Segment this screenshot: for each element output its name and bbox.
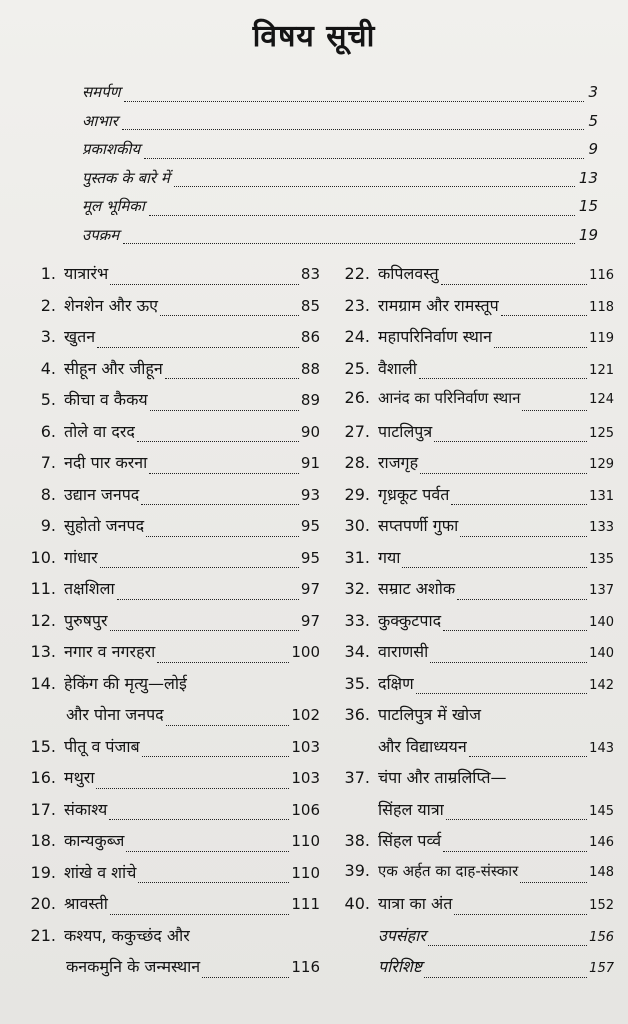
leader-dots <box>97 347 299 348</box>
chapter-entry <box>30 451 320 483</box>
leader-dots <box>137 441 299 442</box>
chapter-title: तोले वा दरद <box>64 421 135 441</box>
chapter-entry <box>342 766 614 829</box>
chapter-title: महापरिनिर्वाण स्थान <box>378 327 492 346</box>
chapter-entry <box>342 262 614 294</box>
front-matter-label: समर्पण <box>82 83 121 101</box>
chapter-entry <box>342 483 614 515</box>
leader-dots <box>522 410 587 411</box>
chapter-entry <box>30 262 320 294</box>
chapter-number: 39. <box>344 860 370 880</box>
leader-dots <box>520 882 587 883</box>
chapter-title: सुहोतो जनपद <box>64 516 145 535</box>
leader-dots <box>165 378 299 379</box>
chapter-entry <box>342 357 614 389</box>
chapter-page: 83 <box>300 265 320 283</box>
chapter-title: वैशाली <box>378 358 417 378</box>
chapter-number: 6. <box>40 421 56 441</box>
chapter-title: तक्षशिला <box>64 579 115 598</box>
chapter-number: 2. <box>40 295 56 315</box>
chapter-title: शांखे व शांचे <box>64 862 137 882</box>
chapter-page: 131 <box>589 488 614 504</box>
chapter-entry <box>30 924 320 987</box>
chapter-title: यात्रा का अंत <box>378 894 453 913</box>
chapter-entry <box>342 609 614 641</box>
chapter-page: 103 <box>291 769 320 787</box>
chapter-title-continued: और पोना जनपद <box>66 705 164 724</box>
leader-dots <box>149 215 575 216</box>
front-matter-item <box>82 225 598 254</box>
front-matter-list <box>82 82 598 253</box>
chapter-entry <box>30 861 320 893</box>
leader-dots <box>146 536 299 537</box>
chapter-entry <box>30 514 320 546</box>
leader-dots <box>96 788 289 789</box>
chapter-entry <box>342 514 614 546</box>
chapter-title: सिंहल पर्व्व <box>378 831 442 850</box>
chapter-entry <box>342 829 614 861</box>
chapter-title: रामग्राम और रामस्तूप <box>378 295 499 315</box>
front-matter-page: 15 <box>578 197 598 215</box>
chapter-list-right <box>342 262 614 987</box>
chapter-page: 143 <box>589 740 614 756</box>
chapter-entry <box>30 357 320 389</box>
chapter-number: 18. <box>30 831 56 850</box>
chapter-title: पीतू व पंजाब <box>64 736 140 756</box>
chapter-entry <box>30 798 320 830</box>
chapter-page: 121 <box>589 362 614 378</box>
chapter-entry <box>30 609 320 641</box>
leader-dots <box>494 347 587 348</box>
chapter-title: राजगृह <box>378 453 419 472</box>
back-matter-label: उपसंहार <box>378 925 426 945</box>
chapter-page: 140 <box>589 614 614 630</box>
chapter-entry <box>342 861 614 893</box>
chapter-page: 119 <box>589 331 614 346</box>
chapter-page: 135 <box>589 551 614 567</box>
chapter-title: आनंद का परिनिर्वाण स्थान <box>378 389 521 407</box>
chapter-entry <box>342 672 614 704</box>
chapter-entry <box>30 577 320 609</box>
leader-dots <box>126 851 289 852</box>
chapter-title: वाराणसी <box>378 642 429 661</box>
chapter-title: संकाश्य <box>64 799 108 819</box>
chapter-page: 137 <box>589 583 614 598</box>
chapter-number: 23. <box>344 295 370 315</box>
chapter-page: 90 <box>300 422 320 441</box>
chapter-entry <box>342 703 614 766</box>
chapter-page: 103 <box>291 737 320 756</box>
leader-dots <box>138 882 289 883</box>
leader-dots <box>420 473 587 474</box>
chapter-title-continued: सिंहल यात्रा <box>378 799 444 819</box>
front-matter-label: मूल भूमिका <box>82 197 145 215</box>
chapter-title: सप्तपर्णी गुफा <box>378 516 459 535</box>
leader-dots <box>160 315 299 316</box>
front-matter-label: पुस्तक के बारे में <box>82 168 170 187</box>
leader-dots <box>123 243 575 244</box>
chapter-number: 35. <box>344 673 370 693</box>
chapter-entry <box>342 325 614 357</box>
chapter-list-left <box>30 262 320 987</box>
chapter-entry <box>30 766 320 798</box>
chapter-number: 27. <box>344 421 370 441</box>
chapter-title: श्रावस्ती <box>64 894 108 913</box>
leader-dots <box>202 977 289 978</box>
chapter-number: 37. <box>344 768 370 787</box>
chapter-title-continued: और विद्याध्ययन <box>378 736 467 756</box>
back-matter-page: 157 <box>589 961 614 976</box>
chapter-page: 110 <box>291 863 320 882</box>
chapter-title: कुक्कुटपाद <box>378 610 442 630</box>
leader-dots <box>117 599 299 600</box>
chapter-title: सीहून और जीहून <box>64 358 163 378</box>
chapter-title: नगार व नगरहरा <box>64 642 156 661</box>
chapter-number: 26. <box>344 388 370 407</box>
front-matter-page: 19 <box>578 225 598 244</box>
chapter-title: यात्रारंभ <box>64 264 109 283</box>
chapter-title: कान्यकुब्ज <box>64 831 125 850</box>
chapter-page: 142 <box>589 677 614 693</box>
chapter-entry <box>342 546 614 578</box>
front-matter-label: उपक्रम <box>82 225 120 244</box>
chapter-number: 15. <box>30 736 56 756</box>
chapter-page: 97 <box>300 580 320 598</box>
chapter-page: 95 <box>300 517 320 535</box>
chapter-number: 4. <box>40 358 56 378</box>
chapter-title: उद्यान जनपद <box>64 484 140 504</box>
chapter-title: पाटलिपुत्र में खोज <box>378 705 482 724</box>
chapter-number: 5. <box>40 390 56 409</box>
chapter-page: 146 <box>589 835 614 850</box>
leader-dots <box>110 284 299 285</box>
leader-dots <box>110 914 290 915</box>
chapter-entry <box>30 483 320 515</box>
chapter-entry <box>342 451 614 483</box>
leader-dots <box>443 630 587 631</box>
chapter-page: 102 <box>291 706 320 724</box>
chapter-entry <box>342 294 614 326</box>
front-matter-item <box>82 82 598 111</box>
leader-dots <box>443 851 587 852</box>
chapter-title: कीचा व कैकय <box>64 390 148 409</box>
chapter-entry <box>342 640 614 672</box>
chapter-entry <box>30 892 320 924</box>
back-matter-label: परिशिष्ट <box>378 957 423 976</box>
chapter-number: 10. <box>30 547 56 567</box>
chapter-page: 100 <box>291 643 320 661</box>
chapter-page: 129 <box>589 457 614 472</box>
leader-dots <box>402 567 587 568</box>
leader-dots <box>144 158 584 159</box>
chapter-page: 91 <box>300 454 320 472</box>
chapter-number: 28. <box>344 453 370 472</box>
leader-dots <box>122 129 585 130</box>
chapter-page: 125 <box>589 425 614 441</box>
leader-dots <box>416 693 587 694</box>
leader-dots <box>142 756 290 757</box>
leader-dots <box>419 378 587 379</box>
back-matter-item <box>342 955 614 987</box>
chapter-title: शेनशेन और ऊए <box>64 295 159 315</box>
leader-dots <box>141 504 299 505</box>
leader-dots <box>124 101 584 102</box>
chapter-title: पुरुषपुर <box>64 610 108 630</box>
chapter-page: 124 <box>589 392 614 407</box>
chapter-number: 7. <box>40 453 56 472</box>
chapter-number: 14. <box>30 673 56 693</box>
chapter-number: 21. <box>30 925 56 945</box>
front-matter-item <box>82 139 598 168</box>
chapter-page: 133 <box>589 520 614 535</box>
leader-dots <box>428 945 587 946</box>
leader-dots <box>157 662 289 663</box>
chapter-number: 17. <box>30 799 56 819</box>
chapter-title: गांधार <box>64 547 98 567</box>
leader-dots <box>460 536 587 537</box>
chapter-page: 116 <box>589 268 614 283</box>
chapter-page: 88 <box>300 359 320 378</box>
front-matter-item <box>82 168 598 197</box>
front-matter-page: 13 <box>578 168 598 187</box>
chapter-page: 85 <box>300 296 320 315</box>
chapter-entry <box>342 420 614 452</box>
leader-dots <box>174 186 575 187</box>
leader-dots <box>457 599 587 600</box>
chapter-number: 22. <box>344 264 370 283</box>
chapter-title: नदी पार करना <box>64 453 148 472</box>
leader-dots <box>149 473 299 474</box>
chapter-entry <box>30 829 320 861</box>
chapter-number: 20. <box>30 894 56 913</box>
chapter-page: 95 <box>300 548 320 567</box>
chapter-page: 93 <box>300 485 320 504</box>
chapter-number: 33. <box>344 610 370 630</box>
leader-dots <box>451 504 587 505</box>
leader-dots <box>150 410 299 411</box>
chapter-number: 31. <box>344 547 370 567</box>
chapter-title: दक्षिण <box>378 673 414 693</box>
chapter-number: 8. <box>40 484 56 504</box>
chapter-title: चंपा और ताम्रलिप्ति— <box>378 768 507 787</box>
chapter-page: 97 <box>300 611 320 630</box>
chapter-number: 3. <box>40 327 56 346</box>
chapter-title: सम्राट अशोक <box>378 579 456 598</box>
leader-dots <box>441 284 588 285</box>
chapter-number: 36. <box>344 705 370 724</box>
chapter-page: 118 <box>589 299 614 315</box>
leader-dots <box>469 756 587 757</box>
front-matter-label: प्रकाशकीय <box>82 140 141 158</box>
front-matter-item <box>82 196 598 225</box>
leader-dots <box>446 819 587 820</box>
chapter-title: गृध्रकूट पर्वत <box>378 484 450 504</box>
chapter-page: 89 <box>300 391 320 409</box>
chapter-number: 29. <box>344 484 370 504</box>
back-matter-page: 156 <box>589 929 614 945</box>
leader-dots <box>100 567 299 568</box>
chapter-title: मथुरा <box>64 768 95 787</box>
chapter-page: 86 <box>300 328 320 346</box>
chapter-entry <box>30 735 320 767</box>
chapter-number: 24. <box>344 327 370 346</box>
front-matter-item <box>82 111 598 140</box>
leader-dots <box>110 630 299 631</box>
back-matter-item <box>342 924 614 956</box>
chapter-page: 116 <box>291 958 320 976</box>
chapter-entry <box>30 640 320 672</box>
chapter-page: 106 <box>291 800 320 819</box>
chapter-title-continued: कनकमुनि के जन्मस्थान <box>66 957 201 976</box>
front-matter-page: 3 <box>588 83 598 101</box>
chapter-title: खुतन <box>64 327 96 346</box>
chapter-number: 32. <box>344 579 370 598</box>
front-matter-label: आभार <box>82 111 118 130</box>
chapter-number: 16. <box>30 768 56 787</box>
chapter-number: 12. <box>30 610 56 630</box>
front-matter-page: 5 <box>588 111 598 130</box>
chapter-page: 152 <box>589 898 614 913</box>
page-title: विषय सूची <box>252 19 376 54</box>
chapter-entry <box>30 388 320 420</box>
chapter-number: 1. <box>40 264 56 283</box>
chapter-page: 110 <box>291 832 320 850</box>
chapter-number: 30. <box>344 516 370 535</box>
chapter-title: कपिलवस्तु <box>378 264 439 283</box>
chapter-number: 38. <box>344 831 370 850</box>
chapter-entry <box>342 577 614 609</box>
chapter-page: 111 <box>291 895 320 913</box>
chapter-title: कश्यप, ककुच्छंद और <box>64 925 190 945</box>
chapter-entry <box>30 546 320 578</box>
chapter-title: हेकिंग की मृत्यु—लोई <box>64 673 187 693</box>
leader-dots <box>424 977 587 978</box>
chapter-page: 145 <box>589 803 614 819</box>
chapter-entry <box>30 420 320 452</box>
leader-dots <box>430 662 587 663</box>
chapter-number: 40. <box>344 894 370 913</box>
chapter-number: 13. <box>30 642 56 661</box>
chapter-entry <box>342 892 614 924</box>
leader-dots <box>454 914 587 915</box>
leader-dots <box>434 441 587 442</box>
chapter-title: पाटलिपुत्र <box>378 421 433 441</box>
chapter-number: 25. <box>344 358 370 378</box>
chapter-entry <box>342 388 614 420</box>
chapter-page: 148 <box>589 864 614 880</box>
front-matter-page: 9 <box>588 140 598 158</box>
chapter-entry <box>30 294 320 326</box>
chapter-number: 19. <box>30 862 56 882</box>
chapter-number: 11. <box>30 579 56 598</box>
leader-dots <box>501 315 587 316</box>
chapter-entry <box>30 672 320 735</box>
chapter-title: एक अर्हत का दाह-संस्कार <box>378 861 519 880</box>
chapter-number: 9. <box>40 516 56 535</box>
leader-dots <box>166 725 290 726</box>
leader-dots <box>109 819 289 820</box>
chapter-number: 34. <box>344 642 370 661</box>
chapter-entry <box>30 325 320 357</box>
chapter-page: 140 <box>589 646 614 661</box>
chapter-title: गया <box>378 547 401 567</box>
